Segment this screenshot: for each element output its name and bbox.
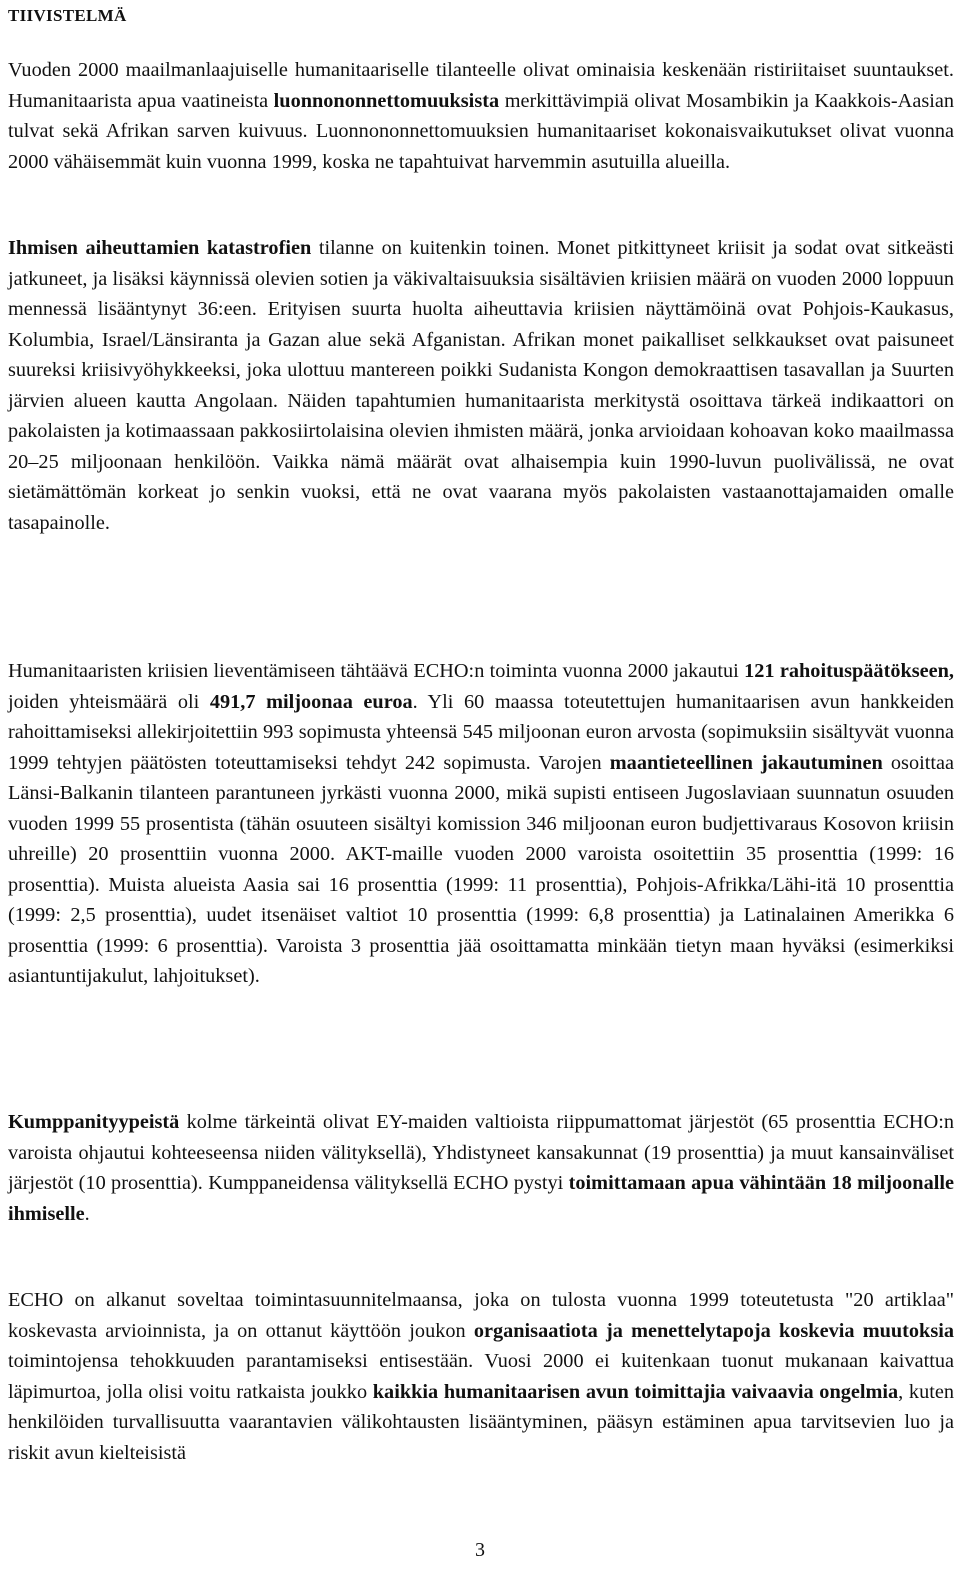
paragraph bbox=[8, 1107, 954, 1229]
paragraph bbox=[8, 233, 954, 538]
text-run: joiden yhteismäärä oli bbox=[8, 690, 210, 713]
bold-text-run: organisaatiota ja menettelytapoja koskevia muutoksia bbox=[473, 1319, 954, 1342]
bold-text-run: Kumppanityypeistä bbox=[8, 1111, 180, 1133]
text-run: Vuoden 2000 maailmanlaajuiselle humanitaariselle tilanteelle olivat ominaisia keskenään ristiriitaiset suuntaukset. Humanitaarista apua vaatineista bbox=[8, 59, 954, 112]
bold-text-run: maantieteellinen jakautuminen bbox=[609, 751, 883, 774]
paragraph bbox=[8, 656, 954, 992]
text-run: Humanitaaristen kriisien lieventämiseen tähtäävä ECHO:n toiminta vuonna 2000 jakautui bbox=[8, 660, 745, 682]
text-run: . Yli 60 maassa toteutettujen humanitaarisen avun hankkeiden rahoittamiseksi allekirjoitettiin 993 sopimusta yhteensä 545 miljoonan euron arvosta (sopimuksiin sisältyvät vuonna 1999 tehtyjen päätösten toteuttamiseksi tehdyt 242 sopimusta. Varojen bbox=[8, 690, 954, 774]
text-run: . bbox=[84, 1202, 90, 1225]
text-run: , kuten henkilöiden turvallisuutta vaarantavien välikohtausten lisääntyminen, pääsyn estäminen apua tarvitsevien luo ja riskit avun kielteisistä bbox=[8, 1380, 954, 1464]
text-run: tilanne on kuitenkin toinen. Monet pitkittyneet kriisit ja sodat ovat sitkeästi jatkuneet, ja lisäksi käynnissä olevien sotien ja väkivaltaisuuksia sisältävien kriisien määrä on vuoden 2000 loppuun mennessä lisääntynyt 36:een. Erityisen suurta huolta aiheuttavia kriisien näyttämöinä ovat Pohjois-Kaukasus, Kolumbia, Israel/Länsiranta ja Gazan alue sekä Afganistan. Afrikan monet paikalliset selkkaukset ovat paisuneet suureksi kriisivyöhykkeeksi, joka ulottuu mantereen poikki Sudanista Kongon demokraattisen tasavallan ja Suurten järvien alueen kautta Angolaan. Näiden tapahtumien humanitaarista merkitystä osoittava tärkeä indikaattori on pakolaisten ja kotimaassaan pakkosiirtolaisina olevien ihmisten määrä, jonka arvioidaan kohoavan koko maailmassa 20–25 miljoonaan henkilöön. Vaikka nämä määrät ovat alhaisempia kuin 1990-luvun puolivälissä, ne ovat sietämättömän korkeat jo senkin vuoksi, että ne ovat vaarana myös pakolaisten vastaanottajamaiden omalle tasapainolle. bbox=[8, 237, 954, 534]
bold-text-run: kaikkia humanitaarisen avun toimittajia vaivaavia ongelmia bbox=[372, 1380, 899, 1403]
text-run: kolme tärkeintä olivat EY-maiden valtioista riippumattomat järjestöt (65 prosenttia ECHO:n varoista ohjautui kohteeseensa niiden välityksellä), Yhdistyneet kansakunnat (19 prosenttia) ja muut kansainväliset järjestöt (10 prosenttia). Kumppaneidensa välityksellä ECHO pystyi bbox=[8, 1111, 954, 1194]
paragraph bbox=[8, 55, 954, 177]
bold-text-run: toimittamaan apua vähintään 18 miljoonalle ihmiselle bbox=[8, 1172, 954, 1225]
section-heading: TIIVISTELMÄ bbox=[8, 6, 127, 25]
text-run: merkittävimpiä olivat Mosambikin ja Kaakkois-Aasian tulvat sekä Afrikan sarven kuivuus. Luonnononnettomuuksien humanitaariset kokonaisvaikutukset olivat vuonna 2000 vähäisemmät kuin vuonna 1999, koska ne tapahtuivat harvemmin asutuilla alueilla. bbox=[8, 89, 954, 173]
text-run: ECHO on alkanut soveltaa toimintasuunnitelmaansa, joka on tulosta vuonna 1999 toteutetusta "20 artiklaa" koskevasta arvioinnista, ja on ottanut käyttöön joukon bbox=[8, 1289, 954, 1342]
bold-text-run: 121 rahoituspäätökseen, bbox=[744, 660, 954, 682]
bold-text-run: luonnononnettomuuksista bbox=[273, 89, 500, 112]
text-run: osoittaa Länsi-Balkanin tilanteen parantuneen jyrkästi vuonna 2000, mikä supisti entiseen Jugoslaviaan suunnatun osuuden vuoden 1999 55 prosentista (tähän osuuteen sisältyi komission 346 miljoonan euron budjettivaraus Kosovon kriisin uhreille) 20 prosenttiin vuonna 2000. AKT-maille vuoden 2000 varoista osoitettiin 35 prosenttia (1999: 16 prosenttia). Muista alueista Aasia sai 16 prosenttia (1999: 11 prosenttia), Pohjois-Afrikka/Lähi-itä 10 prosenttia (1999: 2,5 prosenttia), uudet itsenäiset valtiot 10 prosenttia (1999: 6,8 prosenttia) ja Latinalainen Amerikka 6 prosenttia (1999: 6 prosenttia). Varoista 3 prosenttia jää osoittamatta minkään tietyn maan hyväksi (esimerkiksi asiantuntijakulut, lahjoitukset). bbox=[8, 751, 955, 987]
bold-text-run: 491,7 miljoonaa euroa bbox=[209, 690, 413, 713]
paragraph bbox=[8, 1285, 954, 1468]
page-number: 3 bbox=[475, 1539, 485, 1561]
bold-text-run: Ihmisen aiheuttamien katastrofien bbox=[8, 237, 312, 259]
text-run: toimintojensa tehokkuuden parantamiseksi entisestään. Vuosi 2000 ei kuitenkaan tuonut mukanaan kaivattua läpimurtoa, jolla olisi voitu ratkaista joukko bbox=[8, 1350, 954, 1403]
